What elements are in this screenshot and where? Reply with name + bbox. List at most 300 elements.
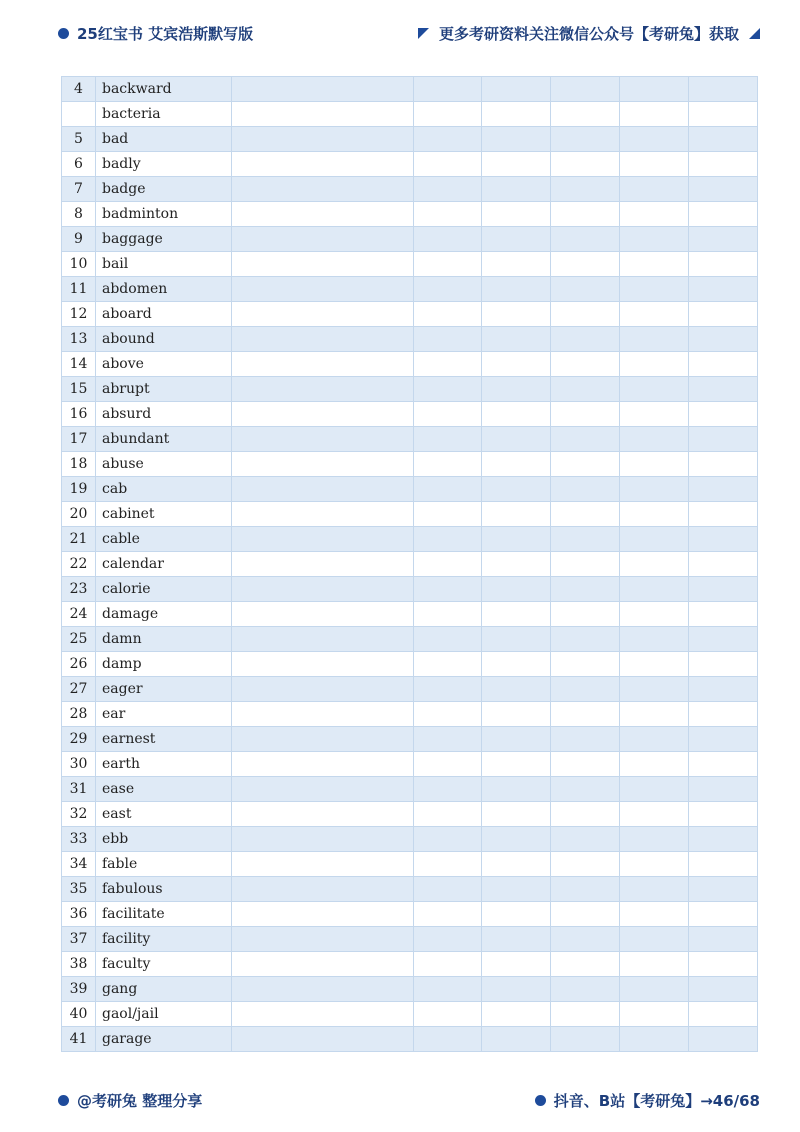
blank-dictation-cell bbox=[620, 452, 689, 477]
blank-dictation-cell bbox=[620, 902, 689, 927]
word-cell: gaol/jail bbox=[96, 1002, 232, 1027]
blank-dictation-cell bbox=[482, 327, 551, 352]
blank-dictation-cell bbox=[414, 802, 482, 827]
blank-dictation-cell bbox=[414, 1002, 482, 1027]
blank-dictation-cell bbox=[232, 877, 414, 902]
table-row bbox=[62, 777, 758, 802]
blank-dictation-cell bbox=[414, 777, 482, 802]
blank-dictation-cell bbox=[620, 927, 689, 952]
blank-dictation-cell bbox=[689, 627, 758, 652]
row-number: 7 bbox=[62, 177, 96, 202]
vocabulary-table-body bbox=[62, 77, 758, 1052]
blank-dictation-cell bbox=[482, 452, 551, 477]
blank-dictation-cell bbox=[689, 602, 758, 627]
row-number: 38 bbox=[62, 952, 96, 977]
blank-dictation-cell bbox=[689, 77, 758, 102]
blank-dictation-cell bbox=[689, 1027, 758, 1052]
blank-dictation-cell bbox=[414, 452, 482, 477]
table-row bbox=[62, 452, 758, 477]
blank-dictation-cell bbox=[620, 177, 689, 202]
blank-dictation-cell bbox=[482, 702, 551, 727]
blank-dictation-cell bbox=[620, 477, 689, 502]
table-row bbox=[62, 202, 758, 227]
blank-dictation-cell bbox=[551, 327, 620, 352]
word-cell: absurd bbox=[96, 402, 232, 427]
blank-dictation-cell bbox=[482, 252, 551, 277]
table-row bbox=[62, 702, 758, 727]
table-row bbox=[62, 652, 758, 677]
blank-dictation-cell bbox=[414, 402, 482, 427]
row-number bbox=[62, 102, 96, 127]
table-row bbox=[62, 227, 758, 252]
blank-dictation-cell bbox=[551, 452, 620, 477]
blank-dictation-cell bbox=[232, 177, 414, 202]
blank-dictation-cell bbox=[232, 377, 414, 402]
blank-dictation-cell bbox=[689, 452, 758, 477]
blank-dictation-cell bbox=[551, 927, 620, 952]
blank-dictation-cell bbox=[414, 577, 482, 602]
blank-dictation-cell bbox=[414, 502, 482, 527]
blank-dictation-cell bbox=[482, 627, 551, 652]
blank-dictation-cell bbox=[689, 1002, 758, 1027]
word-cell: ease bbox=[96, 777, 232, 802]
table-row bbox=[62, 252, 758, 277]
blank-dictation-cell bbox=[414, 527, 482, 552]
row-number: 22 bbox=[62, 552, 96, 577]
blank-dictation-cell bbox=[414, 327, 482, 352]
blank-dictation-cell bbox=[689, 227, 758, 252]
blank-dictation-cell bbox=[414, 652, 482, 677]
row-number: 13 bbox=[62, 327, 96, 352]
blank-dictation-cell bbox=[551, 352, 620, 377]
word-cell: baggage bbox=[96, 227, 232, 252]
blank-dictation-cell bbox=[414, 827, 482, 852]
book-title: 25红宝书 艾宾浩斯默写版 bbox=[77, 24, 254, 43]
blank-dictation-cell bbox=[482, 827, 551, 852]
blank-dictation-cell bbox=[232, 977, 414, 1002]
row-number: 9 bbox=[62, 227, 96, 252]
blank-dictation-cell bbox=[620, 402, 689, 427]
word-cell: aboard bbox=[96, 302, 232, 327]
word-cell: ebb bbox=[96, 827, 232, 852]
word-cell: east bbox=[96, 802, 232, 827]
table-row bbox=[62, 552, 758, 577]
blank-dictation-cell bbox=[620, 277, 689, 302]
vocabulary-table bbox=[61, 76, 758, 1052]
blank-dictation-cell bbox=[689, 352, 758, 377]
blank-dictation-cell bbox=[620, 152, 689, 177]
triangle-right-icon bbox=[749, 28, 760, 39]
row-number: 30 bbox=[62, 752, 96, 777]
row-number: 16 bbox=[62, 402, 96, 427]
word-cell: earnest bbox=[96, 727, 232, 752]
blank-dictation-cell bbox=[551, 702, 620, 727]
blank-dictation-cell bbox=[551, 1002, 620, 1027]
word-cell: abdomen bbox=[96, 277, 232, 302]
blank-dictation-cell bbox=[620, 427, 689, 452]
word-cell: badminton bbox=[96, 202, 232, 227]
blank-dictation-cell bbox=[620, 327, 689, 352]
row-number: 23 bbox=[62, 577, 96, 602]
blank-dictation-cell bbox=[551, 677, 620, 702]
blank-dictation-cell bbox=[232, 927, 414, 952]
blank-dictation-cell bbox=[482, 377, 551, 402]
blank-dictation-cell bbox=[232, 602, 414, 627]
table-row bbox=[62, 577, 758, 602]
blank-dictation-cell bbox=[482, 1002, 551, 1027]
blank-dictation-cell bbox=[620, 1027, 689, 1052]
blank-dictation-cell bbox=[551, 152, 620, 177]
blank-dictation-cell bbox=[232, 827, 414, 852]
row-number: 18 bbox=[62, 452, 96, 477]
blank-dictation-cell bbox=[620, 852, 689, 877]
word-cell: abound bbox=[96, 327, 232, 352]
blank-dictation-cell bbox=[620, 952, 689, 977]
blank-dictation-cell bbox=[232, 477, 414, 502]
blank-dictation-cell bbox=[551, 227, 620, 252]
blank-dictation-cell bbox=[620, 827, 689, 852]
row-number: 19 bbox=[62, 477, 96, 502]
promo-text: 更多考研资料关注微信公众号【考研兔】获取 bbox=[438, 24, 739, 43]
blank-dictation-cell bbox=[689, 577, 758, 602]
blank-dictation-cell bbox=[482, 602, 551, 627]
table-row bbox=[62, 327, 758, 352]
table-row bbox=[62, 902, 758, 927]
blank-dictation-cell bbox=[414, 552, 482, 577]
blank-dictation-cell bbox=[551, 727, 620, 752]
blank-dictation-cell bbox=[551, 827, 620, 852]
blank-dictation-cell bbox=[689, 477, 758, 502]
blank-dictation-cell bbox=[620, 1002, 689, 1027]
blank-dictation-cell bbox=[414, 177, 482, 202]
word-cell: badly bbox=[96, 152, 232, 177]
row-number: 12 bbox=[62, 302, 96, 327]
blank-dictation-cell bbox=[414, 927, 482, 952]
blank-dictation-cell bbox=[551, 277, 620, 302]
blank-dictation-cell bbox=[482, 77, 551, 102]
word-cell: badge bbox=[96, 177, 232, 202]
blank-dictation-cell bbox=[232, 102, 414, 127]
table-row bbox=[62, 427, 758, 452]
blank-dictation-cell bbox=[551, 502, 620, 527]
blank-dictation-cell bbox=[620, 302, 689, 327]
blank-dictation-cell bbox=[232, 277, 414, 302]
blank-dictation-cell bbox=[232, 452, 414, 477]
blank-dictation-cell bbox=[482, 402, 551, 427]
blank-dictation-cell bbox=[414, 852, 482, 877]
blank-dictation-cell bbox=[232, 152, 414, 177]
blank-dictation-cell bbox=[620, 627, 689, 652]
blank-dictation-cell bbox=[232, 677, 414, 702]
row-number: 20 bbox=[62, 502, 96, 527]
row-number: 24 bbox=[62, 602, 96, 627]
row-number: 8 bbox=[62, 202, 96, 227]
blank-dictation-cell bbox=[620, 252, 689, 277]
blank-dictation-cell bbox=[620, 227, 689, 252]
blank-dictation-cell bbox=[232, 652, 414, 677]
blank-dictation-cell bbox=[620, 677, 689, 702]
blank-dictation-cell bbox=[482, 652, 551, 677]
blank-dictation-cell bbox=[689, 327, 758, 352]
table-row bbox=[62, 877, 758, 902]
blank-dictation-cell bbox=[689, 502, 758, 527]
blank-dictation-cell bbox=[689, 427, 758, 452]
blank-dictation-cell bbox=[620, 977, 689, 1002]
blank-dictation-cell bbox=[232, 352, 414, 377]
bullet-dot-icon bbox=[58, 28, 69, 39]
blank-dictation-cell bbox=[414, 277, 482, 302]
word-cell: abundant bbox=[96, 427, 232, 452]
word-cell: ear bbox=[96, 702, 232, 727]
blank-dictation-cell bbox=[482, 977, 551, 1002]
blank-dictation-cell bbox=[414, 627, 482, 652]
blank-dictation-cell bbox=[482, 102, 551, 127]
blank-dictation-cell bbox=[551, 477, 620, 502]
table-row bbox=[62, 827, 758, 852]
blank-dictation-cell bbox=[414, 727, 482, 752]
word-cell: backward bbox=[96, 77, 232, 102]
table-row bbox=[62, 752, 758, 777]
row-number: 25 bbox=[62, 627, 96, 652]
row-number: 14 bbox=[62, 352, 96, 377]
blank-dictation-cell bbox=[414, 377, 482, 402]
blank-dictation-cell bbox=[414, 702, 482, 727]
word-cell: fabulous bbox=[96, 877, 232, 902]
blank-dictation-cell bbox=[620, 502, 689, 527]
header-left bbox=[58, 23, 253, 44]
word-cell: damn bbox=[96, 627, 232, 652]
blank-dictation-cell bbox=[620, 102, 689, 127]
table-row bbox=[62, 402, 758, 427]
page-indicator: 抖音、B站【考研兔】→46/68 bbox=[553, 1091, 760, 1110]
blank-dictation-cell bbox=[414, 302, 482, 327]
blank-dictation-cell bbox=[689, 552, 758, 577]
row-number: 31 bbox=[62, 777, 96, 802]
blank-dictation-cell bbox=[551, 77, 620, 102]
blank-dictation-cell bbox=[620, 552, 689, 577]
row-number: 29 bbox=[62, 727, 96, 752]
word-cell: eager bbox=[96, 677, 232, 702]
row-number: 17 bbox=[62, 427, 96, 452]
table-row bbox=[62, 177, 758, 202]
blank-dictation-cell bbox=[482, 277, 551, 302]
blank-dictation-cell bbox=[689, 377, 758, 402]
row-number: 27 bbox=[62, 677, 96, 702]
blank-dictation-cell bbox=[482, 552, 551, 577]
blank-dictation-cell bbox=[551, 852, 620, 877]
word-cell: calendar bbox=[96, 552, 232, 577]
blank-dictation-cell bbox=[482, 577, 551, 602]
row-number: 36 bbox=[62, 902, 96, 927]
blank-dictation-cell bbox=[232, 552, 414, 577]
row-number: 21 bbox=[62, 527, 96, 552]
blank-dictation-cell bbox=[620, 77, 689, 102]
blank-dictation-cell bbox=[551, 177, 620, 202]
blank-dictation-cell bbox=[689, 202, 758, 227]
blank-dictation-cell bbox=[620, 802, 689, 827]
blank-dictation-cell bbox=[689, 177, 758, 202]
word-cell: abuse bbox=[96, 452, 232, 477]
blank-dictation-cell bbox=[482, 852, 551, 877]
blank-dictation-cell bbox=[414, 602, 482, 627]
blank-dictation-cell bbox=[689, 802, 758, 827]
bullet-dot-icon bbox=[58, 1095, 69, 1106]
table-row bbox=[62, 477, 758, 502]
blank-dictation-cell bbox=[689, 952, 758, 977]
table-row bbox=[62, 527, 758, 552]
table-row bbox=[62, 1002, 758, 1027]
blank-dictation-cell bbox=[551, 427, 620, 452]
table-row bbox=[62, 602, 758, 627]
table-row bbox=[62, 102, 758, 127]
blank-dictation-cell bbox=[482, 752, 551, 777]
blank-dictation-cell bbox=[232, 627, 414, 652]
blank-dictation-cell bbox=[232, 202, 414, 227]
blank-dictation-cell bbox=[414, 127, 482, 152]
table-row bbox=[62, 677, 758, 702]
blank-dictation-cell bbox=[482, 777, 551, 802]
word-cell: cabinet bbox=[96, 502, 232, 527]
blank-dictation-cell bbox=[551, 652, 620, 677]
word-cell: above bbox=[96, 352, 232, 377]
blank-dictation-cell bbox=[232, 427, 414, 452]
blank-dictation-cell bbox=[689, 902, 758, 927]
blank-dictation-cell bbox=[232, 1027, 414, 1052]
word-cell: fable bbox=[96, 852, 232, 877]
blank-dictation-cell bbox=[232, 302, 414, 327]
blank-dictation-cell bbox=[551, 602, 620, 627]
blank-dictation-cell bbox=[232, 1002, 414, 1027]
row-number: 5 bbox=[62, 127, 96, 152]
row-number: 32 bbox=[62, 802, 96, 827]
table-row bbox=[62, 152, 758, 177]
blank-dictation-cell bbox=[689, 852, 758, 877]
blank-dictation-cell bbox=[232, 752, 414, 777]
blank-dictation-cell bbox=[620, 702, 689, 727]
blank-dictation-cell bbox=[232, 577, 414, 602]
word-cell: facility bbox=[96, 927, 232, 952]
blank-dictation-cell bbox=[689, 652, 758, 677]
row-number: 15 bbox=[62, 377, 96, 402]
blank-dictation-cell bbox=[414, 202, 482, 227]
blank-dictation-cell bbox=[414, 77, 482, 102]
blank-dictation-cell bbox=[689, 277, 758, 302]
footer-left bbox=[58, 1090, 202, 1111]
blank-dictation-cell bbox=[689, 927, 758, 952]
blank-dictation-cell bbox=[689, 152, 758, 177]
blank-dictation-cell bbox=[551, 902, 620, 927]
row-number: 4 bbox=[62, 77, 96, 102]
blank-dictation-cell bbox=[620, 877, 689, 902]
blank-dictation-cell bbox=[414, 102, 482, 127]
row-number: 33 bbox=[62, 827, 96, 852]
word-cell: cable bbox=[96, 527, 232, 552]
blank-dictation-cell bbox=[232, 527, 414, 552]
blank-dictation-cell bbox=[482, 177, 551, 202]
blank-dictation-cell bbox=[689, 302, 758, 327]
blank-dictation-cell bbox=[689, 877, 758, 902]
word-cell: damage bbox=[96, 602, 232, 627]
table-row bbox=[62, 127, 758, 152]
blank-dictation-cell bbox=[551, 552, 620, 577]
blank-dictation-cell bbox=[620, 527, 689, 552]
table-row bbox=[62, 927, 758, 952]
blank-dictation-cell bbox=[482, 927, 551, 952]
blank-dictation-cell bbox=[232, 502, 414, 527]
blank-dictation-cell bbox=[482, 227, 551, 252]
blank-dictation-cell bbox=[620, 652, 689, 677]
blank-dictation-cell bbox=[551, 952, 620, 977]
blank-dictation-cell bbox=[551, 402, 620, 427]
page-header bbox=[58, 22, 760, 44]
blank-dictation-cell bbox=[689, 727, 758, 752]
row-number: 34 bbox=[62, 852, 96, 877]
blank-dictation-cell bbox=[620, 752, 689, 777]
word-cell: bail bbox=[96, 252, 232, 277]
blank-dictation-cell bbox=[482, 877, 551, 902]
blank-dictation-cell bbox=[482, 727, 551, 752]
blank-dictation-cell bbox=[232, 227, 414, 252]
word-cell: bad bbox=[96, 127, 232, 152]
table-row bbox=[62, 952, 758, 977]
bullet-dot-icon bbox=[535, 1095, 546, 1106]
blank-dictation-cell bbox=[551, 252, 620, 277]
blank-dictation-cell bbox=[232, 777, 414, 802]
word-cell: gang bbox=[96, 977, 232, 1002]
table-row bbox=[62, 727, 758, 752]
header-right bbox=[418, 23, 760, 44]
table-row bbox=[62, 77, 758, 102]
blank-dictation-cell bbox=[689, 252, 758, 277]
blank-dictation-cell bbox=[232, 952, 414, 977]
blank-dictation-cell bbox=[414, 952, 482, 977]
blank-dictation-cell bbox=[482, 677, 551, 702]
blank-dictation-cell bbox=[414, 477, 482, 502]
blank-dictation-cell bbox=[689, 827, 758, 852]
blank-dictation-cell bbox=[689, 102, 758, 127]
blank-dictation-cell bbox=[689, 777, 758, 802]
word-cell: earth bbox=[96, 752, 232, 777]
blank-dictation-cell bbox=[232, 402, 414, 427]
blank-dictation-cell bbox=[689, 702, 758, 727]
blank-dictation-cell bbox=[414, 752, 482, 777]
row-number: 41 bbox=[62, 1027, 96, 1052]
blank-dictation-cell bbox=[620, 727, 689, 752]
blank-dictation-cell bbox=[232, 902, 414, 927]
row-number: 35 bbox=[62, 877, 96, 902]
blank-dictation-cell bbox=[482, 902, 551, 927]
blank-dictation-cell bbox=[620, 127, 689, 152]
blank-dictation-cell bbox=[482, 152, 551, 177]
table-row bbox=[62, 852, 758, 877]
footer-right bbox=[535, 1090, 760, 1111]
table-row bbox=[62, 977, 758, 1002]
blank-dictation-cell bbox=[551, 102, 620, 127]
blank-dictation-cell bbox=[551, 1027, 620, 1052]
blank-dictation-cell bbox=[689, 752, 758, 777]
row-number: 39 bbox=[62, 977, 96, 1002]
word-cell: garage bbox=[96, 1027, 232, 1052]
blank-dictation-cell bbox=[551, 802, 620, 827]
blank-dictation-cell bbox=[482, 502, 551, 527]
triangle-left-icon bbox=[418, 28, 429, 39]
blank-dictation-cell bbox=[551, 302, 620, 327]
blank-dictation-cell bbox=[232, 802, 414, 827]
share-credit: @考研兔 整理分享 bbox=[77, 1091, 203, 1110]
blank-dictation-cell bbox=[551, 577, 620, 602]
word-cell: facilitate bbox=[96, 902, 232, 927]
blank-dictation-cell bbox=[414, 1027, 482, 1052]
